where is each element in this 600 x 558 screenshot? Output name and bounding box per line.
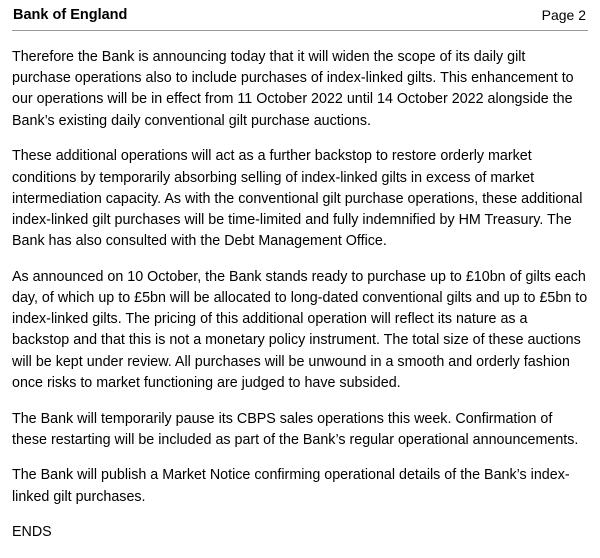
paragraph-5: The Bank will publish a Market Notice confirming operational details of the Bank’s index-linked gilt purchases.	[12, 467, 570, 505]
organization-name: Bank of England	[13, 7, 128, 23]
paragraph-3: As announced on 10 October, the Bank stands ready to purchase up to £10bn of gilts each day, of which up to £5bn will be allocated to long-dated conventional gilts and up to £5bn to index-linked gilts. The pricing of this additional operation will reflect its nature as a backstop and that this is not a monetary policy instrument. The total size of these auctions will be kept under review. All purchases will be unwound in a smooth and orderly fashion once risks to market functioning are judged to have subsided.	[12, 268, 588, 391]
document-body	[12, 47, 588, 558]
closing-ends: ENDS	[12, 524, 52, 541]
paragraph-4: The Bank will temporarily pause its CBPS sales operations this week. Confirmation of these restarting will be included as part of the Bank’s regular operational announcements.	[12, 410, 579, 448]
paragraph-1: Therefore the Bank is announcing today that it will widen the scope of its daily gilt purchase operations also to include purchases of index-linked gilts. This enhancement to our operations will be in effect from 11 October 2022 until 14 October 2022 alongside the Bank’s existing daily conventional gilt purchase auctions.	[12, 49, 574, 129]
page-header	[12, 0, 588, 31]
page-number: Page 2	[541, 7, 586, 23]
paragraph-2: These additional operations will act as a further backstop to restore orderly market conditions by temporarily absorbing selling of index-linked gilts in excess of market intermediation capacity. As with the conventional gilt purchase operations, these additional index-linked gilt purchases will be time-limited and fully indemnified by HM Treasury. The Bank has also consulted with the Debt Management Office.	[12, 148, 583, 250]
